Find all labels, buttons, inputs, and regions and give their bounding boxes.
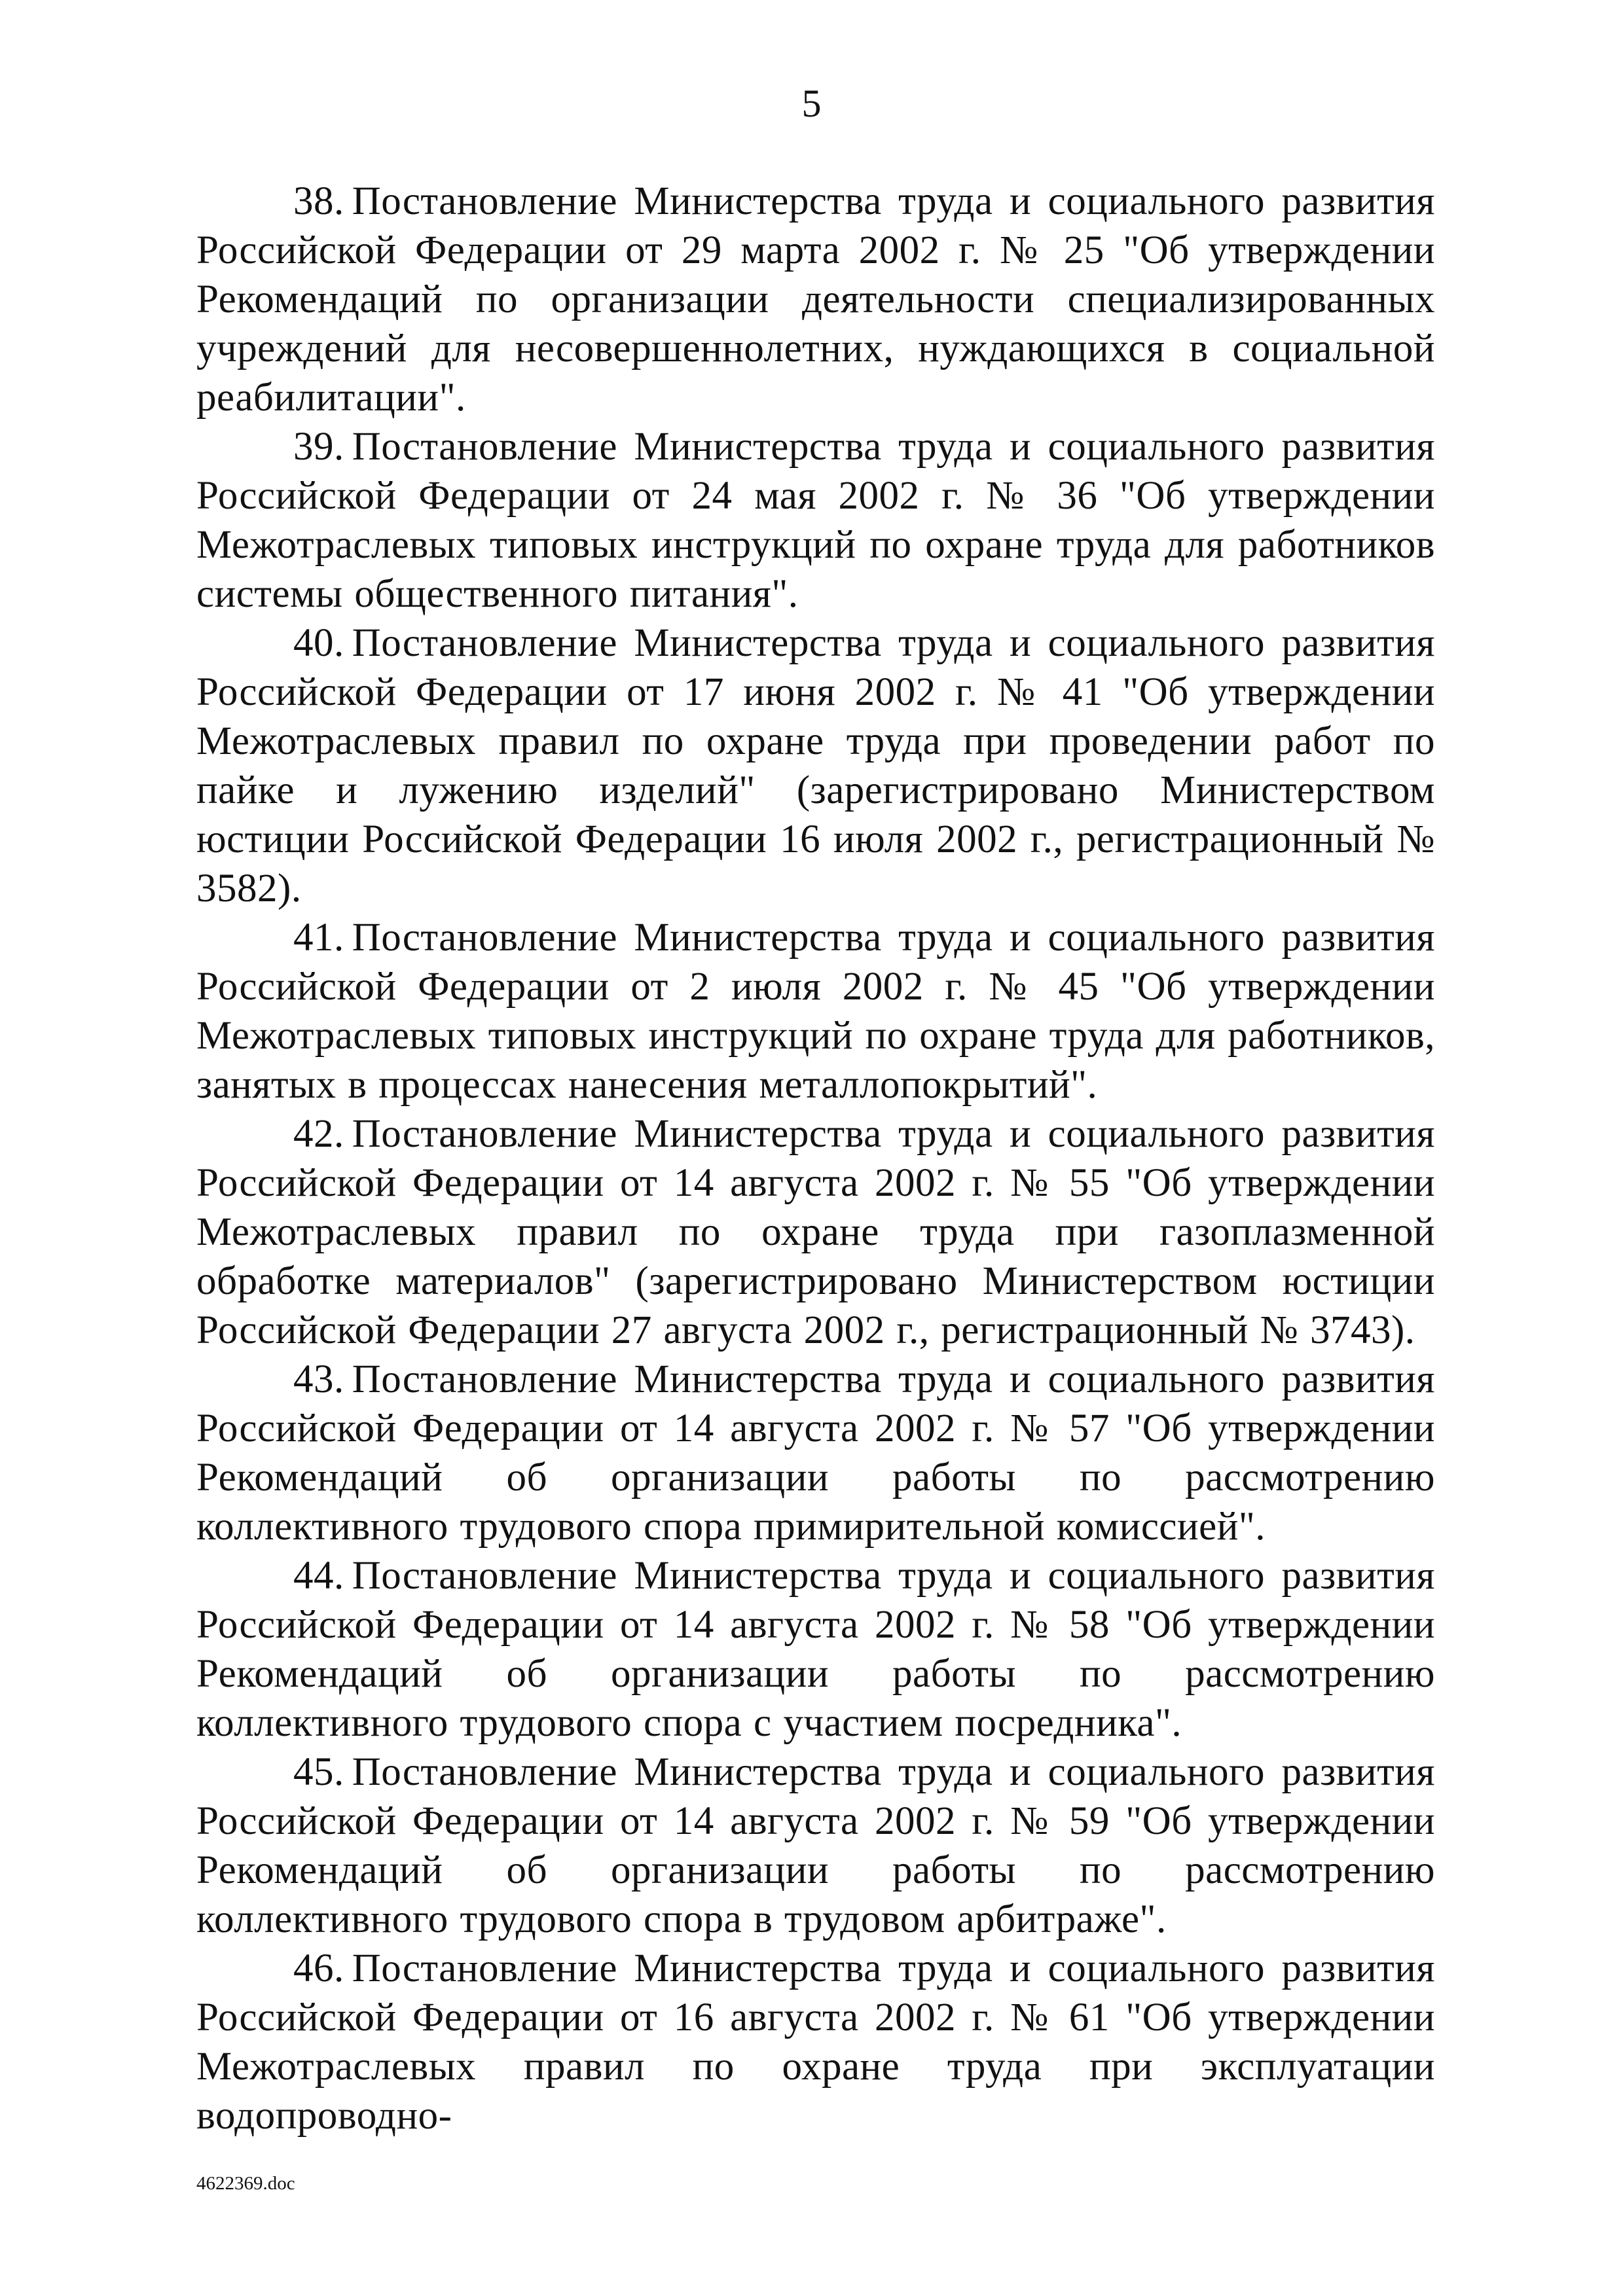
item-number: 41. bbox=[293, 916, 344, 960]
item-number: 45. bbox=[293, 1750, 344, 1794]
item-number: 43. bbox=[293, 1357, 344, 1401]
item-text: Постановление Министерства труда и социального развития Российской Федерации от 14 августа 2002 г. № 59 "Об утверждении Рекомендаций об организации работы по рассмотрению коллективного трудового спора в трудовом арбитраже". bbox=[196, 1750, 1435, 1941]
item-text: Постановление Министерства труда и социального развития Российской Федерации от 29 марта 2002 г. № 25 "Об утверждении Рекомендаций по организации деятельности специализированных учреждений для несовершеннолетних, нуждающихся в социальной реабилитации". bbox=[196, 179, 1435, 420]
item-number: 38. bbox=[293, 179, 344, 223]
list-item bbox=[196, 1355, 1435, 1551]
list-item bbox=[196, 1748, 1435, 1944]
footer-filename: 4622369.doc bbox=[196, 2173, 295, 2194]
list-item bbox=[196, 1551, 1435, 1748]
item-text: Постановление Министерства труда и социального развития Российской Федерации от 24 мая 2002 г. № 36 "Об утверждении Межотраслевых типовых инструкций по охране труда для работников системы общественного питания". bbox=[196, 425, 1435, 616]
item-number: 42. bbox=[293, 1112, 344, 1156]
list-item bbox=[196, 1944, 1435, 2140]
list-item bbox=[196, 177, 1435, 422]
document-body bbox=[196, 177, 1435, 2140]
item-text: Постановление Министерства труда и социального развития Российской Федерации от 16 августа 2002 г. № 61 "Об утверждении Межотраслевых правил по охране труда при эксплуатации водопроводно- bbox=[196, 1946, 1435, 2138]
item-text: Постановление Министерства труда и социального развития Российской Федерации от 17 июня 2002 г. № 41 "Об утверждении Межотраслевых правил по охране труда при проведении работ по пайке и лужению изделий" (зарегистрировано Министерством юстиции Российской Федерации 16 июля 2002 г., регистрационный № 3582). bbox=[196, 621, 1435, 910]
item-number: 46. bbox=[293, 1946, 344, 1990]
list-item bbox=[196, 619, 1435, 913]
item-number: 39. bbox=[293, 425, 344, 469]
page-number: 5 bbox=[801, 82, 822, 125]
item-text: Постановление Министерства труда и социального развития Российской Федерации от 14 августа 2002 г. № 57 "Об утверждении Рекомендаций об организации работы по рассмотрению коллективного трудового спора примирительной комиссией". bbox=[196, 1357, 1435, 1549]
list-item bbox=[196, 422, 1435, 619]
item-text: Постановление Министерства труда и социального развития Российской Федерации от 14 августа 2002 г. № 58 "Об утверждении Рекомендаций об организации работы по рассмотрению коллективного трудового спора с участием посредника". bbox=[196, 1554, 1435, 1745]
item-text: Постановление Министерства труда и социального развития Российской Федерации от 14 августа 2002 г. № 55 "Об утверждении Межотраслевых правил по охране труда при газоплазменной обработке материалов" (зарегистрировано Министерством юстиции Российской Федерации 27 августа 2002 г., регистрационный № 3743). bbox=[196, 1112, 1435, 1352]
item-number: 40. bbox=[293, 621, 344, 665]
list-item bbox=[196, 1109, 1435, 1355]
item-number: 44. bbox=[293, 1554, 344, 1598]
list-item bbox=[196, 913, 1435, 1109]
item-text: Постановление Министерства труда и социального развития Российской Федерации от 2 июля 2002 г. № 45 "Об утверждении Межотраслевых типовых инструкций по охране труда для работников, занятых в процессах нанесения металлопокрытий". bbox=[196, 916, 1435, 1107]
